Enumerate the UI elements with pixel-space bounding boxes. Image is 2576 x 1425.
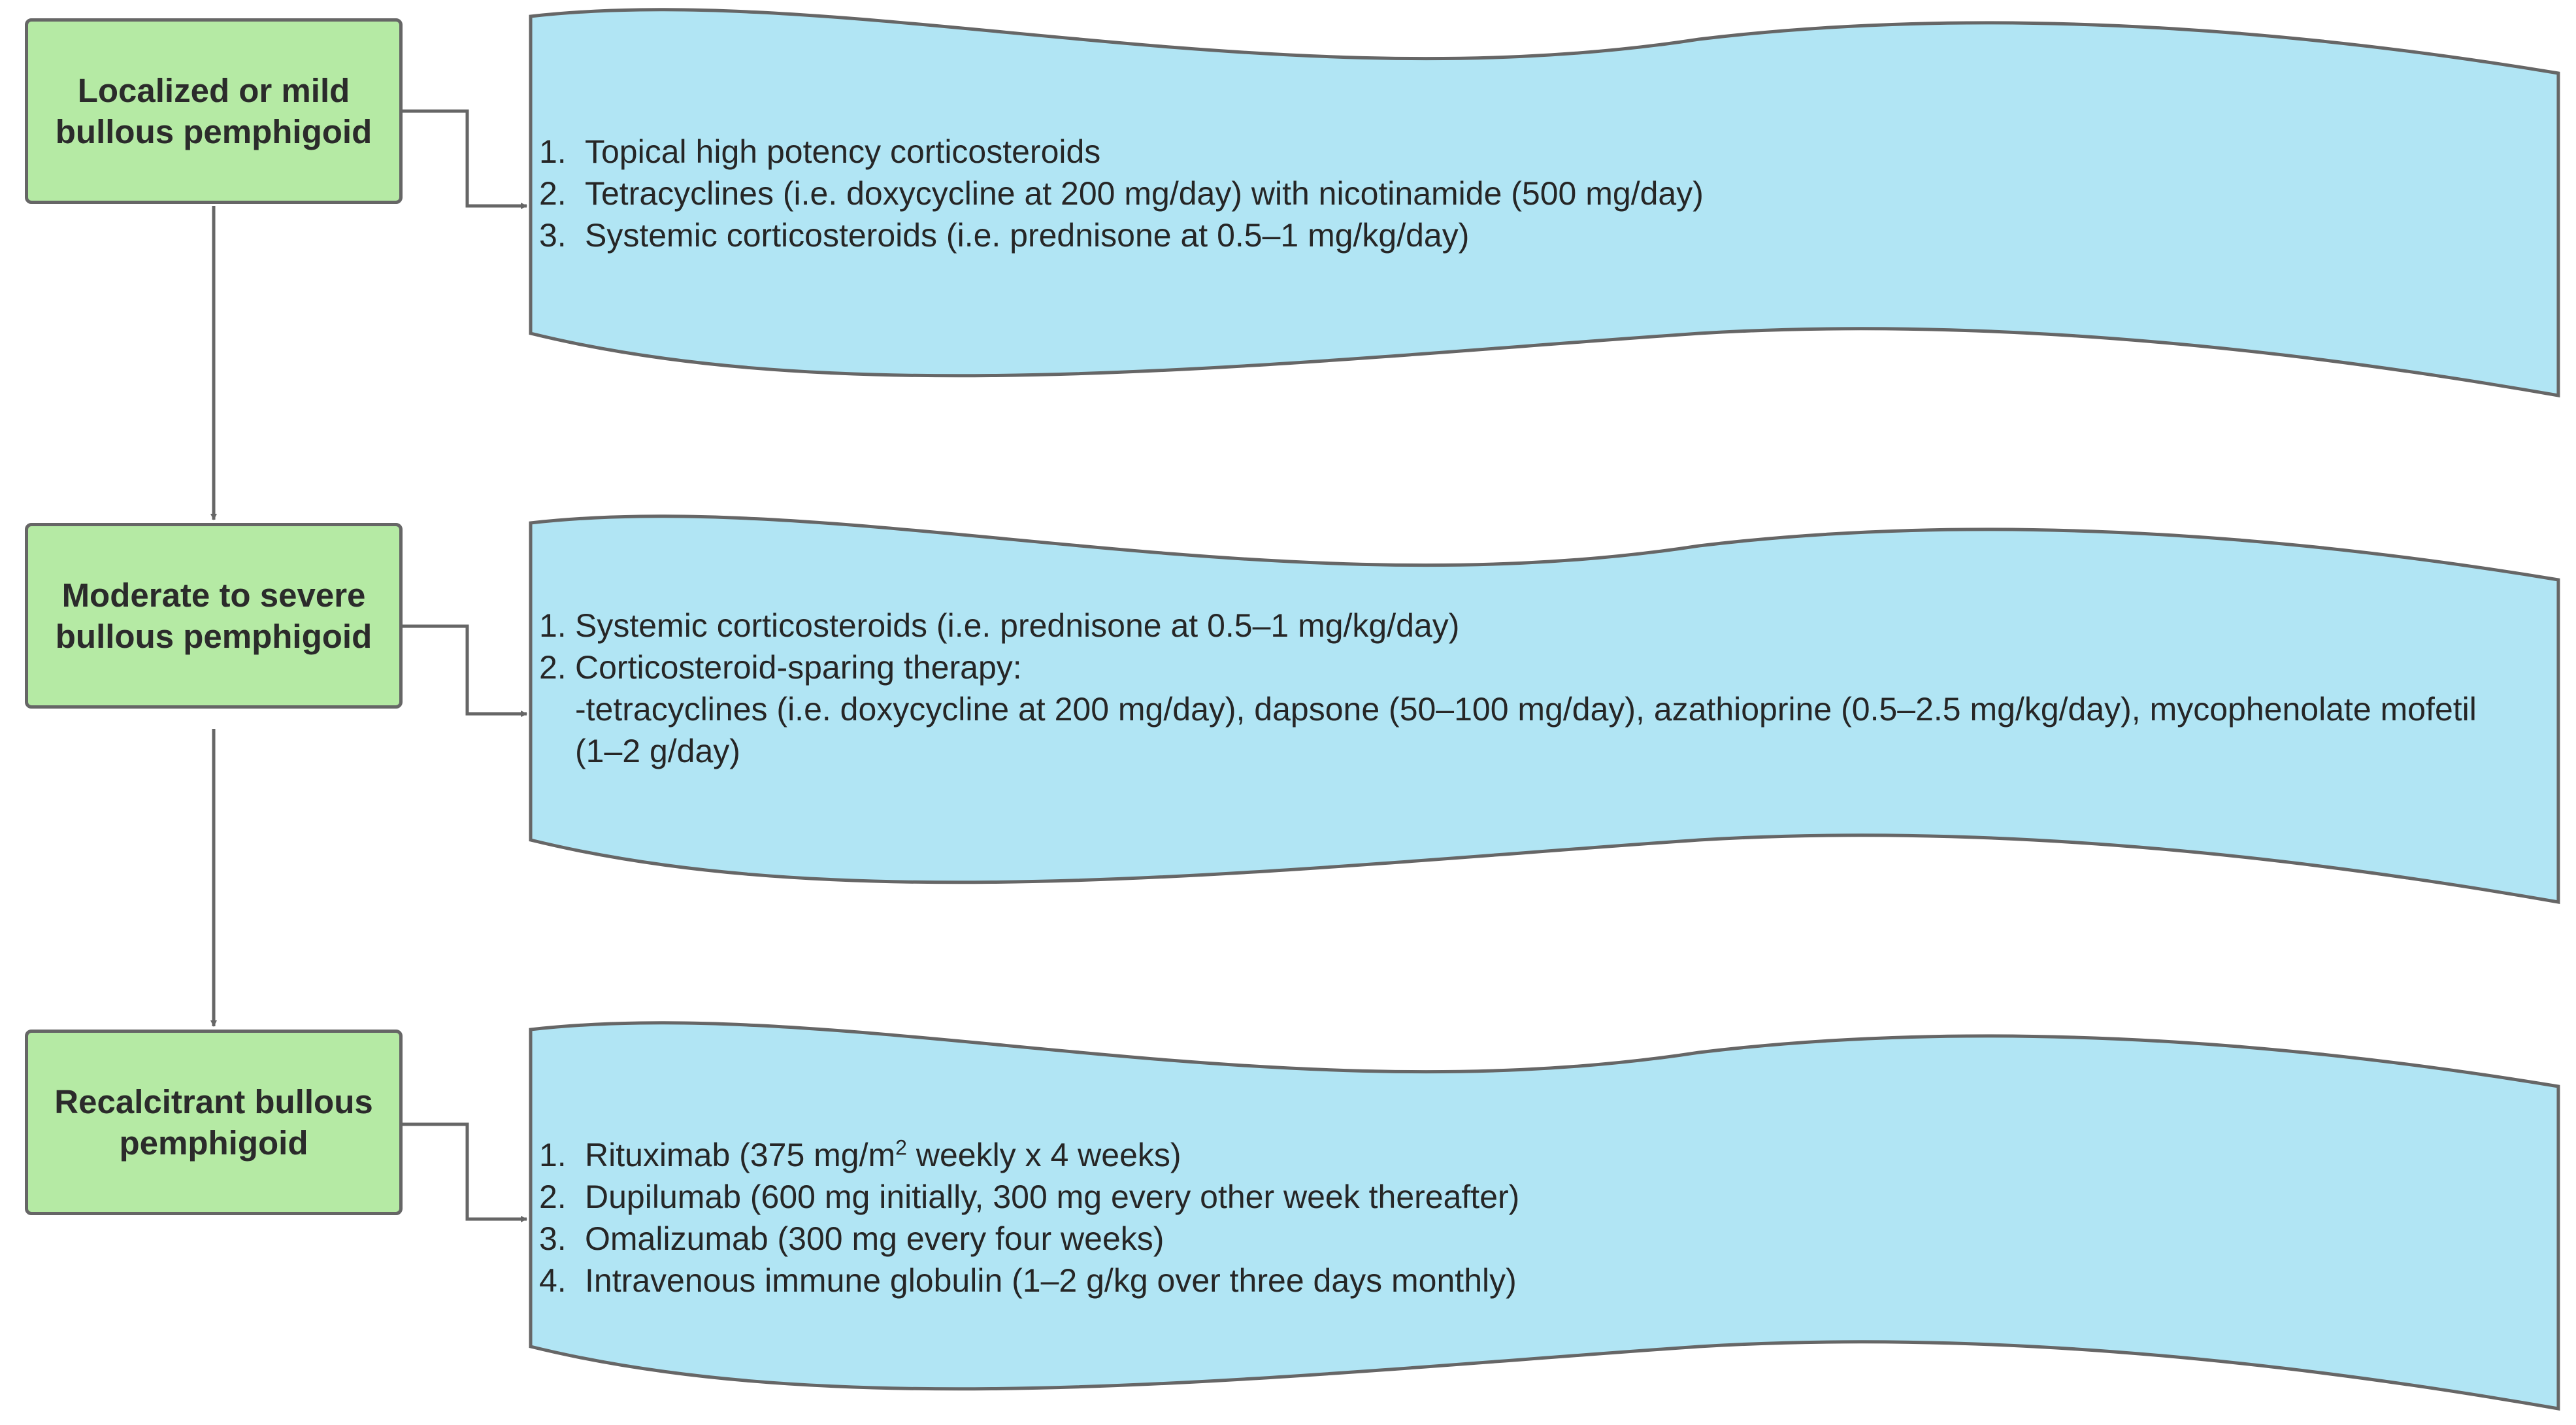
list-item-content	[585, 1134, 2434, 1176]
list-item	[539, 1176, 2434, 1218]
list-item-number: 1.	[539, 607, 567, 644]
stage-box-recalcitrant	[25, 1030, 403, 1215]
treatment-list-mild	[539, 131, 2434, 256]
list-item-text: Systemic corticosteroids (i.e. prednisone at 0.5–1 mg/kg/day)	[585, 217, 1470, 254]
stage-label-moderate-severe: Moderate to severe bullous pemphigoid	[55, 577, 372, 655]
list-item-number: 2.	[539, 649, 567, 686]
list-item-number: 2.	[539, 1179, 567, 1215]
stage-box-mild	[25, 18, 403, 204]
stage-box-moderate-severe	[25, 523, 403, 709]
list-item-text: Systemic corticosteroids (i.e. prednisone at 0.5–1 mg/kg/day)	[575, 607, 1460, 644]
list-item-number: 1.	[539, 133, 567, 170]
list-item	[539, 173, 2434, 214]
list-item-text: Rituximab (375 mg/m	[585, 1137, 896, 1173]
list-item	[539, 1260, 2434, 1301]
list-item-text: Tetracyclines (i.e. doxycycline at 200 mg/day) with nicotinamide (500 mg/day)	[585, 175, 1704, 212]
list-item	[539, 131, 2434, 173]
list-item-text: Dupilumab (600 mg initially, 300 mg every other week thereafter)	[585, 1179, 1520, 1215]
connector-arrow-3	[403, 1124, 527, 1219]
stage-label-mild: Localized or mild bullous pemphigoid	[55, 72, 372, 150]
list-item	[539, 214, 2434, 256]
connector-arrow-1	[403, 111, 527, 206]
list-item-text: Topical high potency corticosteroids	[585, 133, 1101, 170]
list-item-text-cont: weekly x 4 weeks)	[906, 1137, 1181, 1173]
stage-label-recalcitrant: Recalcitrant bullous pemphigoid	[54, 1083, 373, 1162]
list-item	[539, 1218, 2434, 1260]
connector-arrow-2	[403, 626, 527, 714]
treatment-list-moderate-severe	[539, 605, 2532, 772]
list-item	[539, 605, 2532, 646]
superscript: 2	[895, 1135, 907, 1160]
list-item-text: Corticosteroid-sparing therapy:	[575, 649, 1022, 686]
list-item-number: 1.	[539, 1137, 567, 1173]
list-item-number: 3.	[539, 217, 567, 254]
list-item-number: 2.	[539, 175, 567, 212]
list-item-content	[575, 646, 2532, 772]
treatment-list-recalcitrant	[539, 1134, 2434, 1301]
list-item-number: 3.	[539, 1220, 567, 1257]
list-item	[539, 646, 2532, 772]
list-item-text: Intravenous immune globulin (1–2 g/kg over three days monthly)	[585, 1262, 1517, 1299]
list-item-note: -tetracyclines (i.e. doxycycline at 200 mg/day), dapsone (50–100 mg/day), azathioprine (0.5–2.5 mg/kg/day), mycophenolate mofetil (1–2 g/day)	[575, 691, 2477, 769]
list-item	[539, 1134, 2434, 1176]
list-item-text: Omalizumab (300 mg every four weeks)	[585, 1220, 1164, 1257]
list-item-number: 4.	[539, 1262, 567, 1299]
